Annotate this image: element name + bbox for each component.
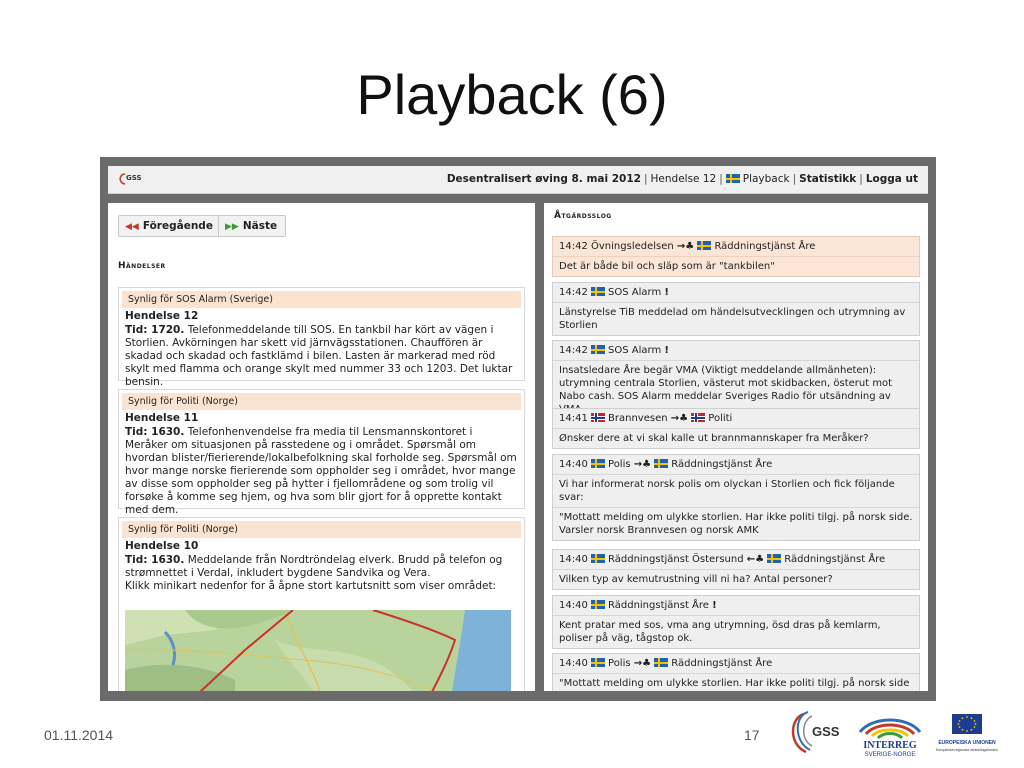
footer-date: 01.11.2014	[44, 727, 114, 743]
log-entry	[552, 549, 920, 590]
map-drawing	[125, 610, 511, 691]
rewind-icon: ◀◀	[125, 222, 139, 232]
events-heading: Händelser	[118, 261, 166, 271]
log-entry	[552, 454, 920, 541]
eu-logo	[934, 712, 1000, 756]
gss-small-logo: GSS	[116, 172, 142, 186]
sweden-flag-icon	[591, 287, 605, 296]
page-number: 17	[744, 727, 760, 743]
fast-forward-icon: ▶▶	[225, 222, 239, 232]
log-entry-text: "Mottatt melding om ulykke storlien. Har ikke politi tilgj. på norsk side	[559, 678, 910, 689]
svg-text:INTERREG: INTERREG	[863, 740, 917, 751]
log-entry-header: 14:40 Polis →♣ Räddningstjänst Åre	[553, 654, 919, 674]
app-screenshot	[100, 157, 936, 701]
log-entry-text: Kent pratar med sos, vma ang utrymning, ösd dras på kemlarm, poliser på väg, tågstop ok.	[559, 620, 881, 644]
events-panel	[108, 203, 535, 691]
sweden-flag-icon	[697, 241, 711, 250]
event-title: Hendelse 12	[125, 310, 199, 322]
log-entry-text: "Mottatt melding om ulykke storlien. Har ikke politi tilgj. på norsk side. Varsler norsk Brannvesen og norsk AMK	[559, 512, 913, 536]
log-entry-text: Insatsledare Åre begär VMA (Viktigt meddelande allmänheten): utrymning centrala Storlien, västerut mot skidbacken, österut mot Nabo cash. SOS Alarm meddelar Sveriges Radio för utsändning av	[559, 365, 893, 402]
norway-flag-icon	[691, 413, 705, 422]
sweden-flag-icon	[591, 600, 605, 609]
event-title: Hendelse 10	[125, 540, 199, 552]
log-entry-header: 14:40 Räddningstjänst Åre !	[553, 596, 919, 616]
event-card	[118, 517, 525, 691]
log-entry	[552, 282, 920, 336]
logout-link[interactable]: Logga ut	[865, 173, 918, 185]
log-entry-header: 14:42 SOS Alarm !	[553, 341, 919, 361]
sweden-flag-icon	[591, 345, 605, 354]
sweden-flag-icon	[767, 554, 781, 563]
top-navigation: Desentralisert øving 8. mai 2012 | Hendelse 12 | Playback | Statistikk | Logga ut	[446, 173, 918, 185]
log-entry-header: 14:40 Polis →♣ Räddningstjänst Åre	[553, 455, 919, 475]
event-card	[118, 389, 525, 516]
gss-logo	[788, 708, 848, 758]
log-entry-text: Det är både bil och släp som är "tankbilen"	[559, 261, 775, 272]
log-entry-header: 14:42 Övningsledelsen →♣ Räddningstjänst Åre	[553, 237, 919, 257]
send-arrow-icon: →♣	[633, 459, 652, 470]
log-entry	[552, 595, 920, 649]
log-entry-text: Länstyrelse TiB meddelad om händelsutvecklingen och utrymning av Storlien	[559, 307, 906, 331]
app-topbar	[108, 166, 928, 194]
next-button[interactable]: ▶▶ Näste	[218, 215, 286, 237]
send-arrow-icon: →♣	[633, 658, 652, 669]
playback-link[interactable]: Playback	[742, 173, 790, 185]
log-entry-text: Ønsker dere at vi skal kalle ut brannmannskaper fra Meråker?	[559, 433, 869, 444]
svg-text:GSS: GSS	[812, 724, 840, 739]
log-entry-text: Vi har informerat norsk polis om olyckan i Storlien och fick följande svar:	[553, 475, 919, 508]
svg-text:SVERIGE-NORGE: SVERIGE-NORGE	[864, 752, 916, 758]
log-entry-text: Vilken typ av kemutrustning vill ni ha? Antal personer?	[559, 574, 833, 585]
svg-text:Europeiska regionala utvecklin: Europeiska regionala utvecklingsfonden	[936, 748, 998, 752]
receive-arrow-icon: ←♣	[746, 554, 765, 565]
event-text: Tid: 1630. Telefonhenvendelse fra media til Lensmannskontoret i Meråker om situasjonen på rasstedene og i området. Spørsmål om hvordan blister/fierierende/lokalbefolkning skal forholde seg. Spørsmål om hvor mange norske fierierende som oppholder seg i området, hvor mange av disse som oppholder seg på hytter i fjellområdene og som trolig vil forsøke å komme seg hjem, og hva som blir gjort for å opprette kontakt med dem.	[125, 426, 517, 516]
send-arrow-icon: →♣	[676, 241, 695, 252]
mini-map[interactable]	[125, 610, 511, 691]
previous-button[interactable]: ◀◀ Föregående	[118, 215, 222, 237]
sweden-flag-icon	[591, 658, 605, 667]
slide-title: Playback (6)	[356, 63, 668, 126]
log-entry	[552, 408, 920, 449]
exercise-link[interactable]: Desentralisert øving 8. mai 2012	[446, 173, 641, 185]
event-link[interactable]: Hendelse 12	[650, 173, 717, 185]
event-card	[118, 287, 525, 388]
visibility-bar: Synlig för Politi (Norge)	[122, 521, 521, 538]
visibility-bar: Synlig för Politi (Norge)	[122, 393, 521, 410]
event-text: Tid: 1630. Meddelande från Nordtröndelag elverk. Brudd på telefon og strømnettet i Verdal, inkludert bygdene Sandvika og Vera. Klikk minikart nedenfor for å åpne stort kartutsnitt som viser området:	[125, 554, 503, 592]
log-entry	[552, 236, 920, 277]
send-arrow-icon: →♣	[670, 413, 689, 424]
exclamation-icon: !	[664, 345, 669, 356]
sweden-flag-icon	[726, 174, 740, 183]
log-entry	[552, 653, 920, 691]
sweden-flag-icon	[654, 658, 668, 667]
action-log-heading: Åtgärdsslog	[554, 211, 612, 221]
interreg-logo	[852, 712, 928, 758]
exclamation-icon: !	[664, 287, 669, 298]
norway-flag-icon	[591, 413, 605, 422]
log-entry-header: 14:40 Räddningstjänst Östersund ←♣ Räddningstjänst Åre	[553, 550, 919, 570]
svg-text:EUROPEISKA UNIONEN: EUROPEISKA UNIONEN	[938, 740, 996, 746]
sweden-flag-icon	[591, 459, 605, 468]
visibility-bar: Synlig för SOS Alarm (Sverige)	[122, 291, 521, 308]
event-title: Hendelse 11	[125, 412, 199, 424]
action-log-panel	[544, 203, 928, 691]
sweden-flag-icon	[591, 554, 605, 563]
exclamation-icon: !	[712, 600, 717, 611]
log-entry-header: 14:41 Brannvesen →♣ Politi	[553, 409, 919, 429]
statistics-link[interactable]: Statistikk	[799, 173, 857, 185]
log-entry-header: 14:42 SOS Alarm !	[553, 283, 919, 303]
event-text: Tid: 1720. Telefonmeddelande till SOS. En tankbil har kört av vägen i Storlien. Avkörningen har skett vid järnvägsstationen. Chauffören är skadad och skadad och fastklämd i bilen. Lasten är markerad med röd skylt med flamma och orange skylt med nummer 33 och 1203. Det luktar bensin.	[125, 324, 513, 388]
sweden-flag-icon	[654, 459, 668, 468]
